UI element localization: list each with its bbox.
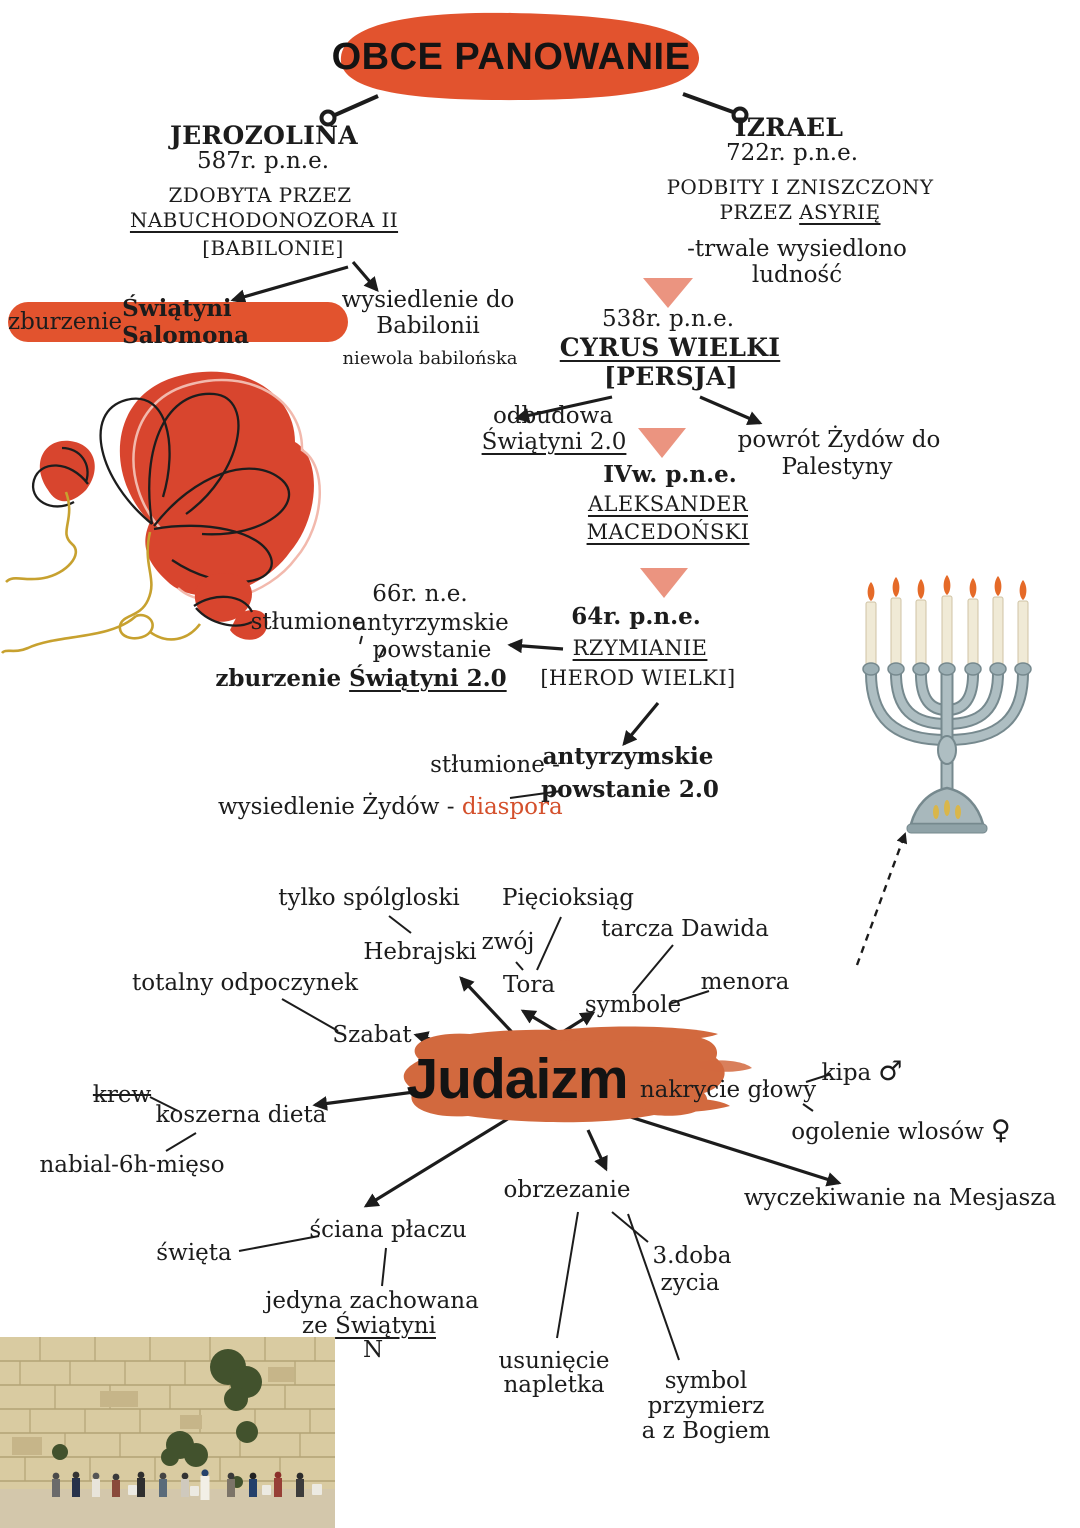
izrael-date: 722r. p.n.e. (725, 140, 859, 166)
persja-label: [PERSJA] (604, 362, 738, 391)
diaspora-label: diaspora (461, 794, 563, 820)
node-nakrycie-glowy: nakrycie głowy (639, 1077, 817, 1103)
menorah-arms (871, 670, 1023, 794)
jerozolina-captured-by: ZDOBYTA PRZEZ (168, 183, 352, 207)
izrael-conquered-line2 (720, 201, 881, 223)
izrael-note-line2: ludność (751, 262, 843, 288)
exile-babylon-line1: wysiedlenie do (341, 287, 515, 313)
uprising2-name-line1: antyrzymskie (542, 743, 714, 770)
diaspora-exile (218, 795, 563, 820)
western-wall-photo (0, 1337, 335, 1528)
exile-jews-text: wysiedlenie Żydów - (218, 794, 462, 820)
menorah-base (907, 788, 987, 833)
uprising1-date: 66r. n.e. (372, 581, 468, 607)
node-cyrus-wielki: CYRUS WIELKI (559, 333, 781, 362)
node-symbole: symbole (584, 992, 682, 1018)
node-szabat: Szabat (332, 1022, 412, 1048)
circumcision-note1-line2: zycia (660, 1270, 720, 1296)
headwear-male (822, 1057, 903, 1087)
node-koszerna-dieta: koszerna dieta (155, 1102, 327, 1128)
menorah-candles (863, 575, 1031, 675)
temple-destruction-highlight (8, 295, 348, 349)
male-symbol-icon: ♂ (878, 1056, 903, 1087)
swiatyni-label: Świątyni (335, 1313, 436, 1339)
exile-babylon-line2: Babilonii (376, 313, 480, 339)
circumcision-note3-line3: a z Bogiem (641, 1418, 771, 1444)
node-obrzezanie: obrzezanie (503, 1177, 631, 1203)
wall-note-line1: jedyna zachowana (265, 1288, 479, 1314)
uprising2-name-line2: powstanie 2.0 (541, 776, 719, 803)
uprising1-name-line2: powstanie (372, 637, 492, 663)
babylonian-captivity-note: niewola babilońska (342, 348, 518, 369)
return-jews-line2: Palestyny (781, 454, 893, 480)
node-aleksander-line2: MACEDOŃSKI (586, 520, 750, 544)
destruction-temple-name: Świątyni Salomona (122, 295, 250, 349)
jerozolina-date: 587r. p.n.e. (196, 148, 330, 174)
return-jews-line1: powrót Żydów do (737, 427, 941, 453)
rebuild-temple-line2: Świątyni 2.0 (481, 429, 627, 455)
symbol-star-of-david: tarcza Dawida (601, 916, 769, 942)
wall-note-line2 (302, 1314, 436, 1339)
zburzenie-text: zburzenie (215, 665, 350, 692)
node-sciana-placzu: ściana płaczu (309, 1217, 467, 1243)
izrael-note-line1: -trwale wysiedlono (687, 236, 907, 262)
circumcision-note2-line2: napletka (503, 1372, 605, 1398)
menorah-image (858, 572, 1036, 838)
uprising2-suppressed: stłumione - (430, 752, 560, 778)
persia-date: 538r. p.n.e. (601, 306, 735, 332)
przez-text: PRZEZ (719, 200, 800, 224)
symbol-menora: menora (700, 969, 790, 995)
rebuild-temple-line1: odbudowa (492, 403, 614, 429)
destruction-text: zburzenie (8, 309, 123, 335)
central-node-judaizm: Judaizm (406, 1047, 628, 1111)
node-jerozolina: JEROZOLINA (170, 121, 358, 150)
node-tora: Tora (502, 972, 556, 998)
node-hebrajski: Hebrajski (363, 939, 477, 965)
wall-note-line3: N (362, 1337, 384, 1363)
babilonie-label: [BABILONIE] (202, 236, 344, 260)
kipa-label: kipa (821, 1060, 872, 1086)
torah-note-pentateuch: Pięcioksiąg (501, 885, 635, 911)
asyria-label: ASYRIĘ (799, 200, 881, 224)
temple2-destroyed-label: Świątyni 2.0 (349, 665, 507, 692)
node-swieta: święta (156, 1240, 232, 1266)
sabbath-note: totalny odpoczynek (131, 970, 359, 996)
nabuchodonozor-label: NABUCHODONOZORA II (129, 208, 399, 232)
ogolenie-label: ogolenie wlosów (791, 1119, 984, 1145)
female-symbol-icon: ♀ (990, 1115, 1011, 1146)
circumcision-note3-line2: przymierz (647, 1393, 765, 1419)
herod-wielki-label: [HEROD WIELKI] (540, 666, 736, 690)
page-title: OBCE PANOWANIE (331, 36, 691, 78)
menora-dashed-arrow (857, 834, 905, 965)
uprising1-name-line1: antyrzymskie (353, 610, 509, 636)
uprising1-result (215, 666, 506, 692)
hebrew-note: tylko spólgloski (278, 885, 460, 911)
node-aleksander-line1: ALEKSANDER (587, 492, 749, 516)
greece-date: IVw. p.n.e. (603, 461, 737, 488)
headwear-female (791, 1116, 1011, 1146)
torah-note-scroll: zwój (481, 929, 535, 955)
circumcision-note2-line1: usunięcie (498, 1348, 610, 1374)
diet-forbidden-krew: krew (92, 1082, 152, 1108)
izrael-conquered-line1: PODBITY I ZNISZCZONY (666, 175, 934, 199)
circumcision-note1-line1: 3.doba (652, 1243, 732, 1269)
diet-rule-note: nabial-6h-mięso (39, 1152, 225, 1178)
rome-date: 64r. p.n.e. (571, 603, 701, 630)
uprising1-suppressed: stłumione (250, 609, 366, 635)
circumcision-note3-line1: symbol (664, 1368, 748, 1394)
node-izrael: IZRAEL (734, 113, 844, 142)
node-rzymianie: RZYMIANIE (572, 636, 708, 660)
ze-text: ze (302, 1313, 336, 1339)
node-messiah: wyczekiwanie na Mesjasza (743, 1185, 1057, 1211)
